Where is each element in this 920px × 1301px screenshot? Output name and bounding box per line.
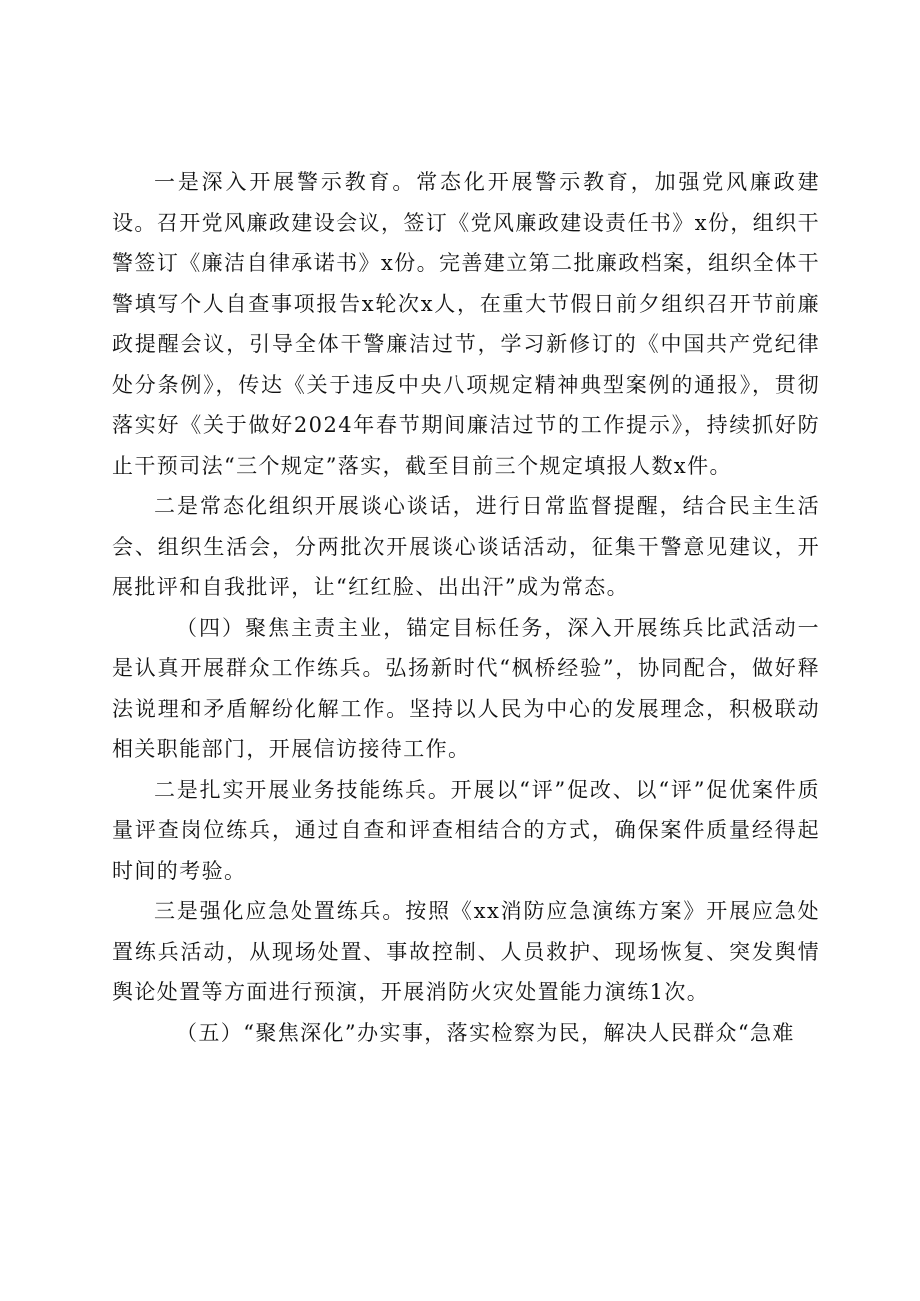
paragraph-section-four: （四）聚焦主责主业，锚定目标任务，深入开展练兵比武活动一是认真开展群众工作练兵。弘扬新时代“枫桥经验”，协同配合，做好释法说理和矛盾解纷化解工作。坚持以人民为中心的发展理念，积极联动相关职能部门，开展信访接待工作。 bbox=[112, 615, 820, 761]
paragraph-heart-to-heart-talks: 二是常态化组织开展谈心谈话，进行日常监督提醒，结合民主生活会、组织生活会，分两批次开展谈心谈话活动，征集干警意见建议，开展批评和自我批评，让“红红脸、出出汗”成为常态。 bbox=[112, 494, 820, 599]
document-body bbox=[112, 162, 820, 1053]
paragraph-emergency-drill: 三是强化应急处置练兵。按照《xx消防应急演练方案》开展应急处置练兵活动，从现场处置、事故控制、人员救护、现场恢复、突发舆情舆论处置等方面进行预演，开展消防火灾处置能力演练1次。 bbox=[112, 899, 820, 1004]
paragraph-section-five: （五）“聚焦深化”办实事，落实检察为民，解决人民群众“急难 bbox=[176, 1020, 795, 1045]
paragraph-skill-training: 二是扎实开展业务技能练兵。开展以“评”促改、以“评”促优案件质量评查岗位练兵，通过自查和评查相结合的方式，确保案件质量经得起时间的考验。 bbox=[112, 777, 820, 883]
paragraph-warning-education: 一是深入开展警示教育。常态化开展警示教育，加强党风廉政建设。召开党风廉政建设会议，签订《党风廉政建设责任书》x份，组织干警签订《廉洁自律承诺书》x份。完善建立第二批廉政档案，组织全体干警填写个人自查事项报告x轮次x人，在重大节假日前夕组织召开节前廉政提醒会议，引导全体干警廉洁过节，学习新修订的《中国共产党纪律处分条例》，传达《关于违反中央八项规定精神典型案例的通报》，贯彻落实好《关于做好2024年春节期间廉洁过节的工作提示》，持续抓好防止干预司法“三个规定”落实，截至目前三个规定填报人数x件。 bbox=[112, 170, 820, 478]
